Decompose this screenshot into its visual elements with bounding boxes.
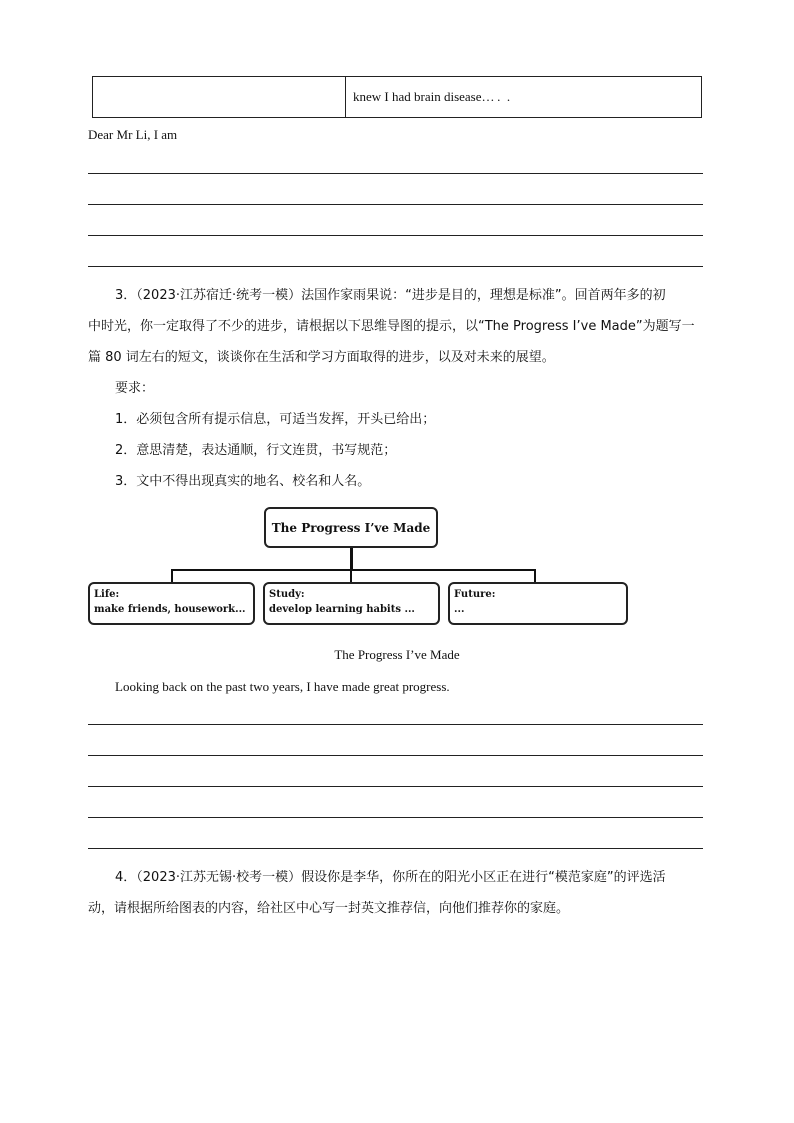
- writing-line: [88, 786, 703, 787]
- letter-opening: Dear Mr Li, I am: [88, 127, 178, 142]
- mind-map-study: [263, 582, 440, 625]
- writing-line: [88, 848, 703, 849]
- connector-life: [171, 569, 173, 583]
- future-text: ...: [454, 604, 465, 615]
- q4-line-1: 4．（2023·江苏无锡·校考一模）假设你是李华，你所在的阳光小区正在进行“模范家庭”的评选活: [115, 870, 666, 885]
- writing-line: [88, 266, 703, 267]
- connector-vertical: [350, 548, 353, 570]
- mind-map-future: [448, 582, 628, 625]
- table-cell-right: knew I had brain disease… . .: [353, 89, 511, 104]
- essay-title: The Progress I’ve Made: [334, 647, 460, 662]
- writing-line: [88, 817, 703, 818]
- requirement-2: 2．意思清楚，表达通顺，行文连贯，书写规范；: [115, 443, 397, 458]
- requirement-3: 3．文中不得出现真实的地名、校名和人名。: [115, 474, 371, 489]
- life-title: Life:: [94, 589, 120, 600]
- writing-line: [88, 235, 703, 236]
- study-text: develop learning habits ...: [269, 604, 415, 615]
- table-fragment: [92, 76, 702, 118]
- connector-future: [534, 569, 536, 583]
- q3-line-3: 篇 80 词左右的短文，谈谈你在生活和学习方面取得的进步，以及对未来的展望。: [88, 350, 555, 365]
- writing-line: [88, 204, 703, 205]
- writing-line: [88, 724, 703, 725]
- q3-line-1: 3．（2023·江苏宿迁·统考一模）法国作家雨果说：“进步是目的，理想是标准”。回首两年多的初: [115, 288, 666, 303]
- mind-map-life: [88, 582, 255, 625]
- connector-study: [350, 569, 352, 583]
- writing-line: [88, 755, 703, 756]
- q4-line-2: 动，请根据所给图表的内容，给社区中心写一封英文推荐信，向他们推荐你的家庭。: [88, 901, 570, 916]
- table-divider: [345, 77, 346, 117]
- connector-horizontal: [171, 569, 535, 571]
- requirement-1: 1．必须包含所有提示信息，可适当发挥，开头已给出；: [115, 412, 436, 427]
- writing-line: [88, 173, 703, 174]
- life-text: make friends, housework...: [94, 604, 246, 615]
- requirements-label: 要求：: [115, 381, 155, 396]
- q3-line-2: 中时光，你一定取得了不少的进步，请根据以下思维导图的提示，以“The Progress I’ve Made”为题写一: [88, 319, 695, 334]
- study-title: Study:: [269, 589, 305, 600]
- mind-map-root: The Progress I’ve Made: [264, 507, 438, 548]
- future-title: Future:: [454, 589, 496, 600]
- mind-map-diagram: [88, 505, 628, 627]
- essay-opening: Looking back on the past two years, I have made great progress.: [115, 679, 450, 694]
